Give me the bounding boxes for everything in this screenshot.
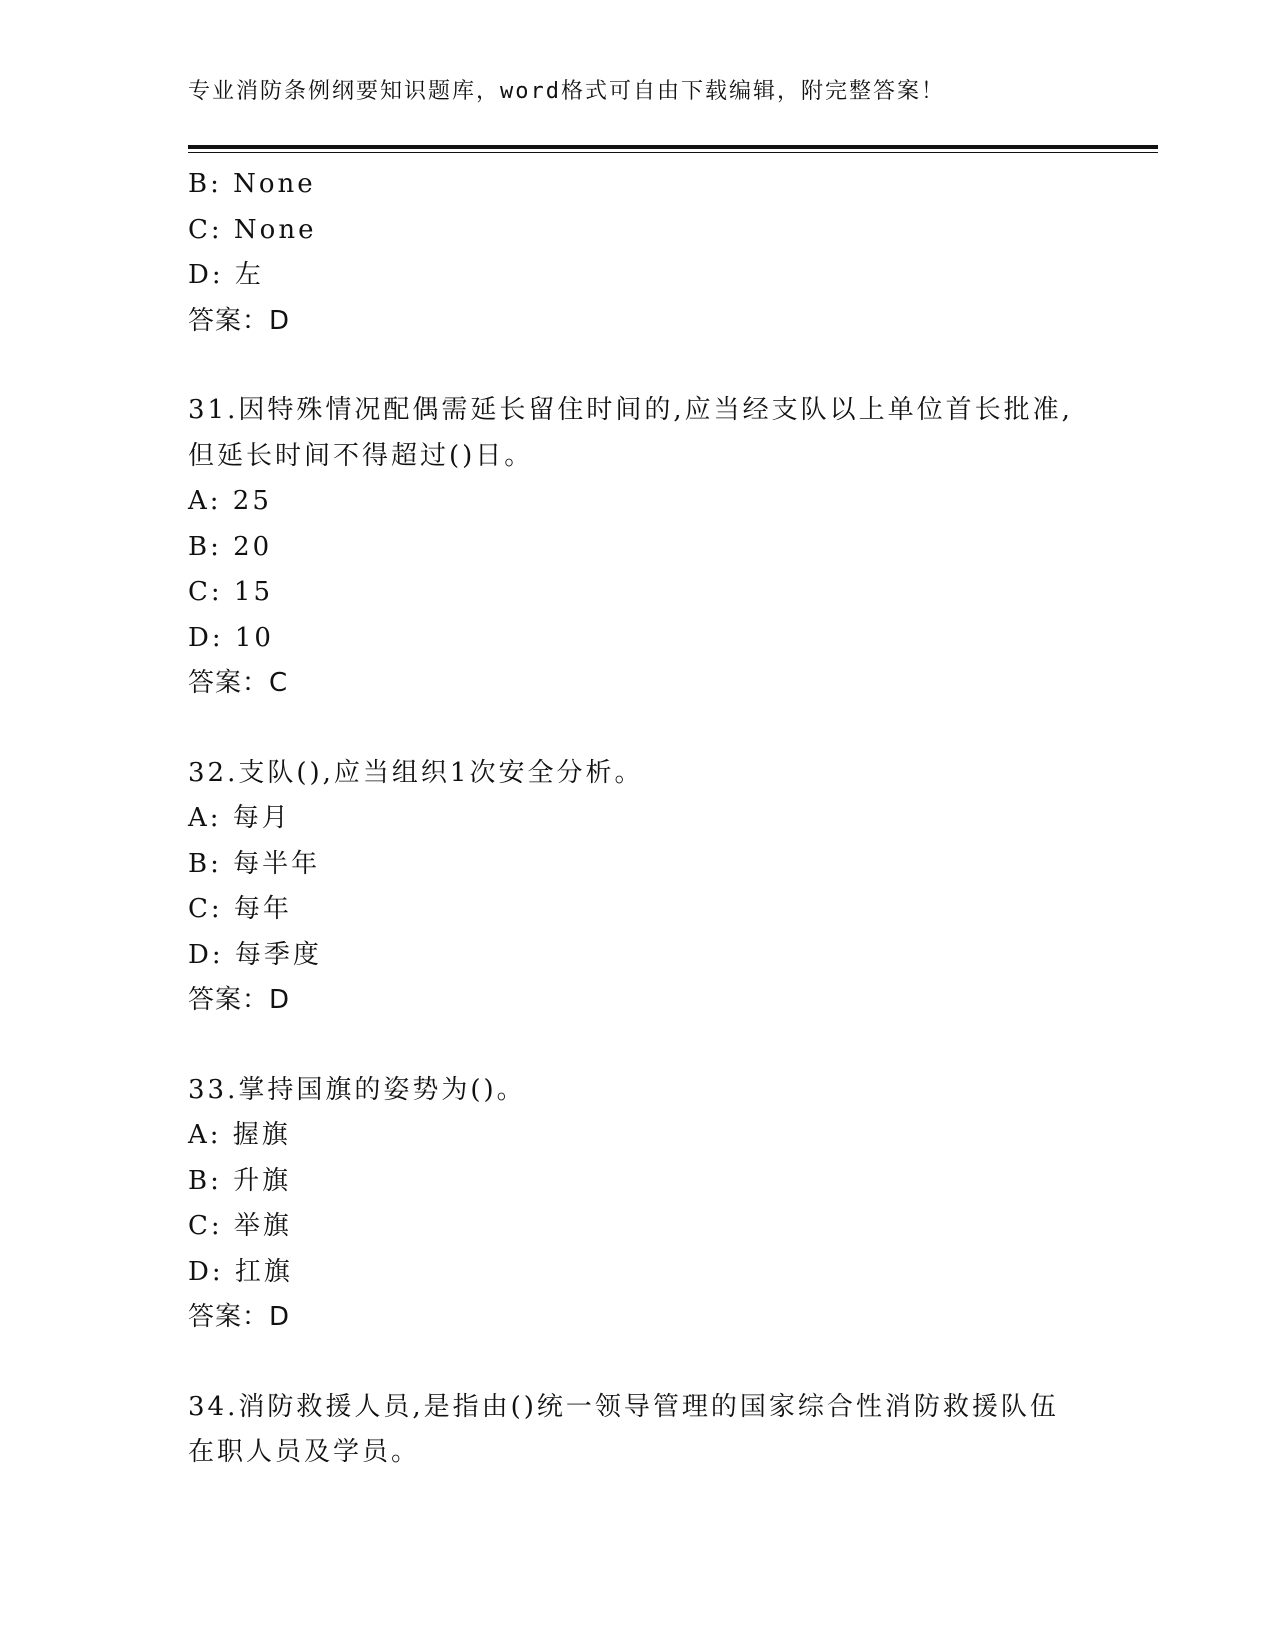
option-c: C: 举旗 xyxy=(188,1211,292,1241)
option-d: D: 10 xyxy=(188,622,274,653)
answer-line: 答案：C xyxy=(188,668,289,698)
question-text-line-2: 在职人员及学员。 xyxy=(188,1437,421,1467)
question-31 xyxy=(188,388,1088,707)
answer-line: 答案：D xyxy=(188,305,291,336)
page-header: 专业消防条例纲要知识题库，word格式可自由下载编辑，附完整答案！ xyxy=(188,79,945,104)
option-a: A: 每月 xyxy=(188,803,291,833)
question-content xyxy=(188,162,1088,1476)
question-text-line-1: 34.消防救援人员,是指由()统一领导管理的国家综合性消防救援队伍 xyxy=(188,1391,1059,1422)
option-d: D: 扛旗 xyxy=(188,1256,293,1287)
question-text-line-1: 33.掌持国旗的姿势为()。 xyxy=(188,1074,526,1105)
carryover-block xyxy=(188,162,1088,344)
option-c: C: 每年 xyxy=(188,894,292,924)
answer-line: 答案：D xyxy=(188,985,291,1015)
option-b: B: None xyxy=(188,169,316,199)
question-text-line-1: 31.因特殊情况配偶需延长留住时间的,应当经支队以上单位首长批准, xyxy=(188,395,1073,425)
question-text-line-2: 但延长时间不得超过()日。 xyxy=(188,440,534,471)
header-rule-thick xyxy=(188,145,1158,149)
question-34 xyxy=(188,1385,1088,1476)
option-d: D: 左 xyxy=(188,260,264,290)
header-rule-thin xyxy=(188,152,1158,153)
option-b: B: 每半年 xyxy=(188,848,321,879)
option-a: A: 25 xyxy=(188,486,272,516)
option-c: C: 15 xyxy=(188,577,274,607)
question-33 xyxy=(188,1068,1088,1341)
question-32 xyxy=(188,751,1088,1024)
option-c: C: None xyxy=(188,214,317,245)
option-b: B: 20 xyxy=(188,531,273,562)
option-b: B: 升旗 xyxy=(188,1165,292,1196)
question-text-line-1: 32.支队(),应当组织1次安全分析。 xyxy=(188,757,644,788)
answer-line: 答案：D xyxy=(188,1302,291,1332)
option-a: A: 握旗 xyxy=(188,1120,291,1150)
option-d: D: 每季度 xyxy=(188,939,322,970)
